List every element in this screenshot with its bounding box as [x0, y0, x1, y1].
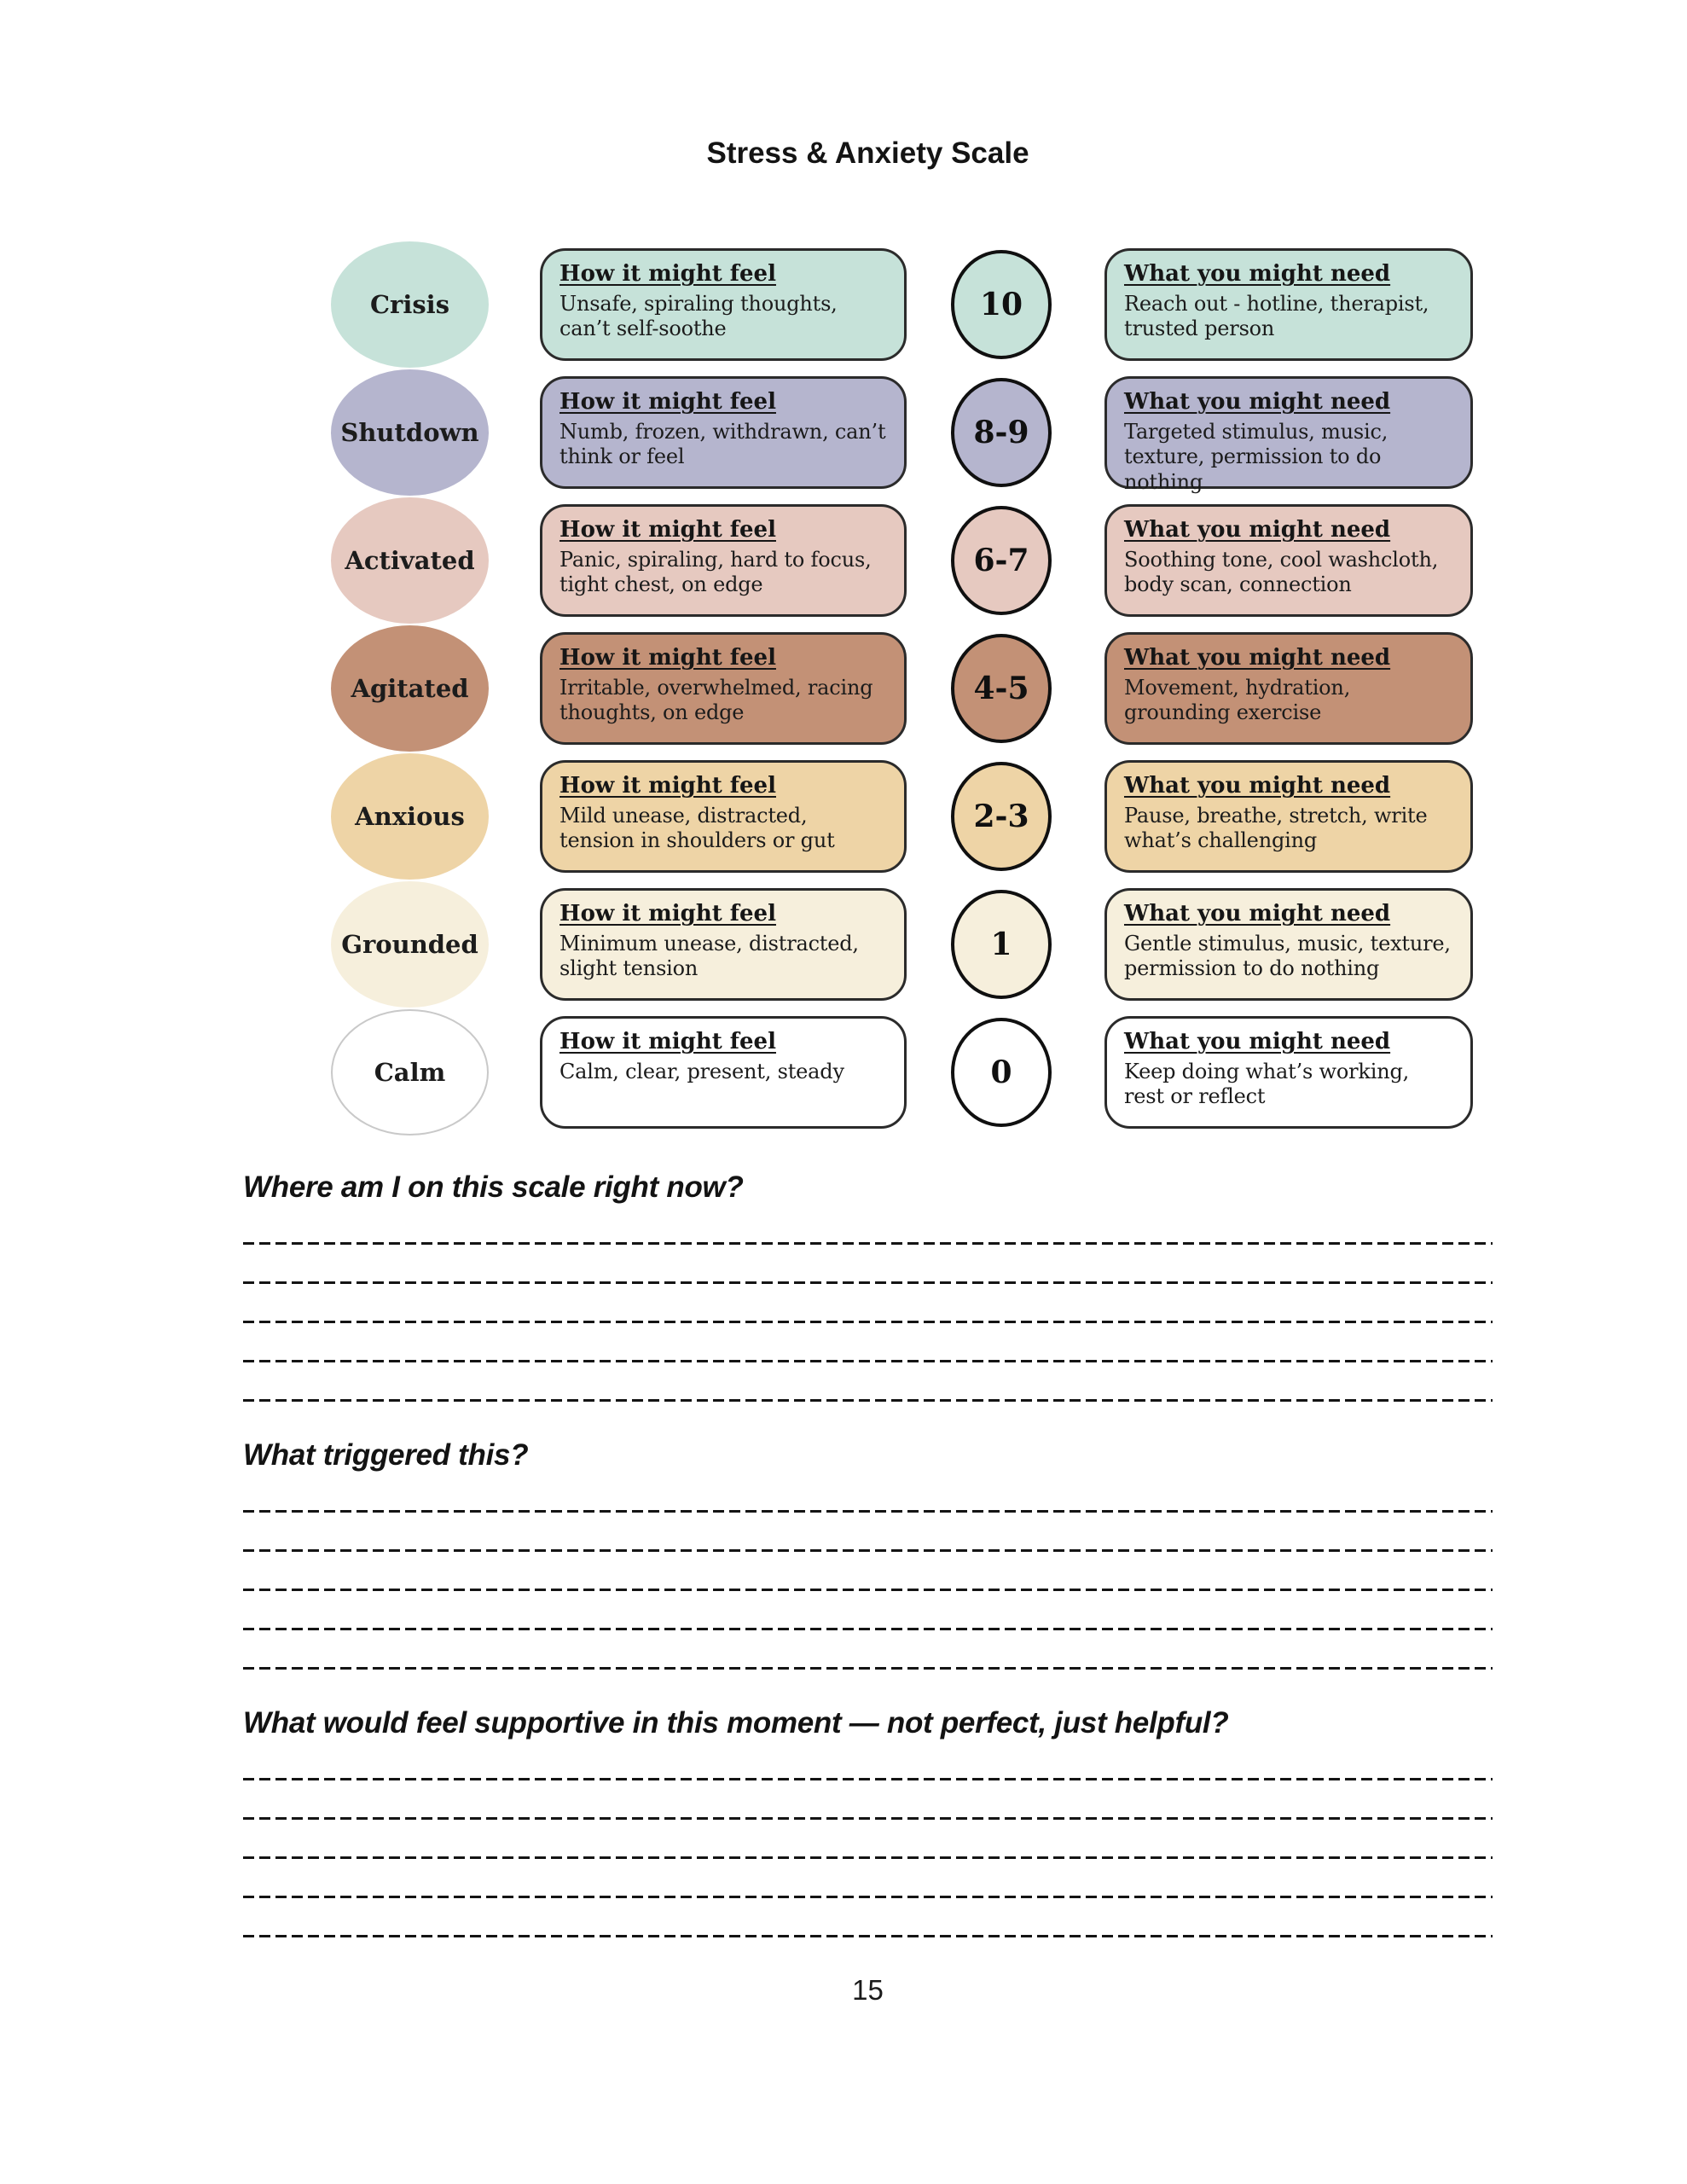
feel-heading: How it might feel: [559, 389, 776, 415]
prompt-section-supportive: [243, 1706, 1493, 1937]
score-value: 1: [990, 926, 1012, 962]
feel-heading: How it might feel: [559, 773, 776, 799]
emotion-circle: [331, 881, 489, 1008]
need-heading: What you might need: [1124, 901, 1391, 926]
emotion-label: Activated: [345, 546, 475, 575]
writing-line: [243, 1667, 1493, 1670]
writing-line: [243, 1628, 1493, 1630]
score-circle: [951, 378, 1052, 487]
need-box: [1104, 888, 1473, 1001]
emotion-label: Grounded: [341, 930, 478, 959]
feel-box: [540, 504, 907, 617]
feel-heading: How it might feel: [559, 645, 776, 671]
score-value: 0: [990, 1054, 1012, 1090]
scale-row-anxious: [331, 752, 1478, 880]
need-text: Gentle stimulus, music, texture, permission to do nothing: [1124, 932, 1451, 981]
need-box: [1104, 504, 1473, 617]
need-box: [1104, 248, 1473, 361]
need-heading: What you might need: [1124, 517, 1391, 543]
prompt-writing-lines: [243, 1510, 1493, 1670]
score-value: 8-9: [973, 415, 1029, 450]
page-title: Stress & Anxiety Scale: [706, 136, 1029, 170]
stress-scale-table: [331, 241, 1478, 1136]
feel-box: [540, 888, 907, 1001]
feel-text: Irritable, overwhelmed, racing thoughts, on edge: [559, 676, 873, 725]
emotion-label: Agitated: [351, 674, 469, 703]
scale-row-grounded: [331, 880, 1478, 1008]
feel-box: [540, 1016, 907, 1129]
prompt-question: What would feel supportive in this moment — not perfect, just helpful?: [243, 1706, 1229, 1740]
scale-row-crisis: [331, 241, 1478, 369]
page-number: 15: [852, 1974, 884, 2006]
writing-line: [243, 1242, 1493, 1245]
prompt-question: Where am I on this scale right now?: [243, 1170, 744, 1204]
feel-text: Calm, clear, present, steady: [559, 1060, 844, 1083]
need-heading: What you might need: [1124, 389, 1391, 415]
need-text: Soothing tone, cool washcloth, body scan, connection: [1124, 548, 1439, 597]
feel-box: [540, 376, 907, 489]
writing-line: [243, 1778, 1493, 1780]
writing-line: [243, 1281, 1493, 1284]
writing-line: [243, 1321, 1493, 1323]
emotion-circle: [331, 241, 489, 368]
score-circle: [951, 890, 1052, 999]
feel-box: [540, 248, 907, 361]
need-box: [1104, 760, 1473, 873]
prompt-writing-lines: [243, 1778, 1493, 1937]
feel-heading: How it might feel: [559, 261, 776, 287]
scale-row-activated: [331, 497, 1478, 624]
feel-heading: How it might feel: [559, 901, 776, 926]
feel-text: Numb, frozen, withdrawn, can’t think or feel: [559, 420, 886, 469]
need-text: Pause, breathe, stretch, write what’s challenging: [1124, 804, 1428, 853]
score-value: 4-5: [973, 671, 1029, 706]
feel-text: Panic, spiraling, hard to focus, tight chest, on edge: [559, 548, 872, 597]
need-text: Reach out - hotline, therapist, trusted person: [1124, 292, 1429, 341]
emotion-circle: [331, 497, 489, 624]
prompt-section-scale-position: [243, 1170, 1493, 1402]
writing-line: [243, 1399, 1493, 1402]
feel-box: [540, 760, 907, 873]
writing-line: [243, 1510, 1493, 1513]
score-value: 6-7: [973, 543, 1029, 578]
score-circle: [951, 1018, 1052, 1127]
need-text: Targeted stimulus, music, texture, permission to do nothing: [1124, 420, 1388, 494]
writing-line: [243, 1360, 1493, 1362]
emotion-label: Calm: [374, 1058, 446, 1087]
score-value: 10: [979, 287, 1023, 322]
need-box: [1104, 632, 1473, 745]
need-text: Movement, hydration, grounding exercise: [1124, 676, 1351, 725]
writing-line: [243, 1589, 1493, 1591]
need-heading: What you might need: [1124, 645, 1391, 671]
need-heading: What you might need: [1124, 1029, 1391, 1054]
emotion-label: Crisis: [369, 290, 450, 319]
need-text: Keep doing what’s working, rest or reflect: [1124, 1060, 1410, 1109]
feel-box: [540, 632, 907, 745]
score-circle: [951, 250, 1052, 359]
journal-prompts: [243, 1170, 1493, 1937]
writing-line: [243, 1935, 1493, 1937]
emotion-circle: [331, 1009, 489, 1136]
prompt-section-trigger: [243, 1438, 1493, 1670]
score-value: 2-3: [973, 799, 1029, 834]
feel-text: Unsafe, spiraling thoughts, can’t self-soothe: [559, 292, 838, 341]
feel-heading: How it might feel: [559, 1029, 776, 1054]
score-circle: [951, 506, 1052, 615]
feel-text: Minimum unease, distracted, slight tension: [559, 932, 859, 981]
scale-row-shutdown: [331, 369, 1478, 497]
feel-text: Mild unease, distracted, tension in shoulders or gut: [559, 804, 835, 853]
scale-row-agitated: [331, 624, 1478, 752]
need-heading: What you might need: [1124, 261, 1391, 287]
prompt-writing-lines: [243, 1242, 1493, 1402]
need-box: [1104, 376, 1473, 494]
emotion-label: Anxious: [355, 802, 465, 831]
need-heading: What you might need: [1124, 773, 1391, 799]
score-circle: [951, 762, 1052, 871]
score-circle: [951, 634, 1052, 743]
emotion-label: Shutdown: [340, 418, 479, 447]
feel-heading: How it might feel: [559, 517, 776, 543]
writing-line: [243, 1856, 1493, 1859]
prompt-question: What triggered this?: [243, 1438, 529, 1472]
writing-line: [243, 1896, 1493, 1898]
scale-row-calm: [331, 1008, 1478, 1136]
emotion-circle: [331, 369, 489, 496]
need-box: [1104, 1016, 1473, 1129]
writing-line: [243, 1549, 1493, 1552]
emotion-circle: [331, 753, 489, 880]
emotion-circle: [331, 625, 489, 752]
writing-line: [243, 1817, 1493, 1820]
